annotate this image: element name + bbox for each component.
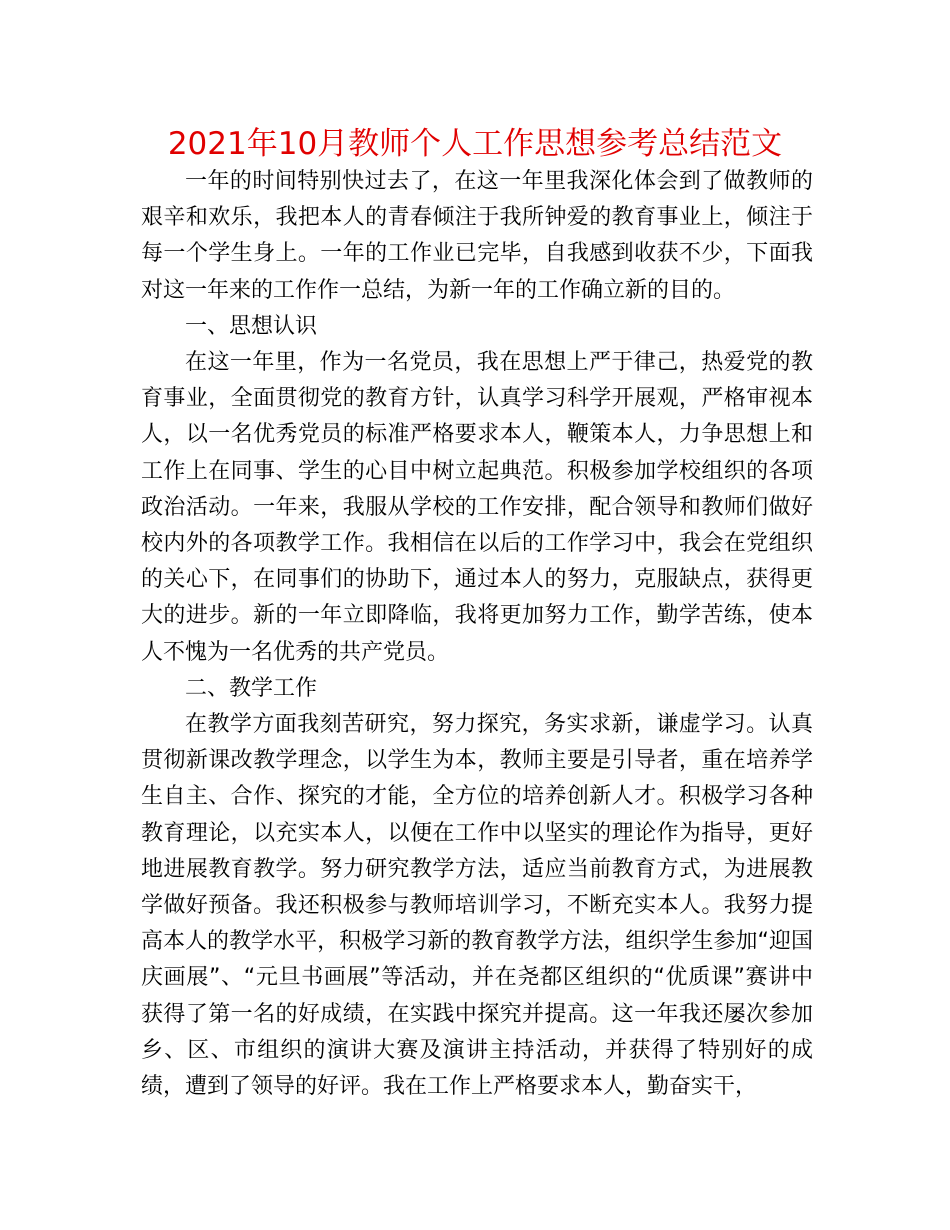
section-paragraph-teaching: 在教学方面我刻苦研究，努力探究，务实求新，谦虚学习。认真贯彻新课改教学理念，以学生为本，教师主要是引导者，重在培养学生自主、合作、探究的才能，全方位的培养创新人才。积极学习各种教育理论，以充实本人，以便在工作中以坚实的理论作为指导，更好地进展教育教学。努力研究教学方法，适应当前教育方式，为进展教学做好预备。我还积极参与教师培训学习，不断充实本人。我努力提高本人的教学水平，积极学习新的教育教学方法，组织学生参加“迎国庆画展”、“元旦书画展”等活动，并在尧都区组织的“优质课”赛讲中获得了第一名的好成绩，在实践中探究并提高。这一年我还屡次参加乡、区、市组织的演讲大赛及演讲主持活动，并获得了特别好的成绩，遭到了领导的好评。我在工作上严格要求本人，勤奋实干， xyxy=(141,712,813,1100)
document-title: 2021年10月教师个人工作思想参考总结范文 xyxy=(167,126,783,162)
section-heading-thought: 一、思想认识 xyxy=(185,313,318,339)
intro-paragraph: 一年的时间特别快过去了，在这一年里我深化体会到了做教师的艰辛和欢乐，我把本人的青春倾注于我所钟爱的教育事业上，倾注于每一个学生身上。一年的工作业已完毕，自我感到收获不少，下面我对这一年来的工作作一总结，为新一年的工作确立新的目的。 xyxy=(141,169,813,303)
section-heading-teaching: 二、教学工作 xyxy=(185,675,318,701)
document-body xyxy=(141,164,813,1105)
section-paragraph-thought: 在这一年里，作为一名党员，我在思想上严于律己，热爱党的教育事业，全面贯彻党的教育方针，认真学习科学开展观，严格审视本人，以一名优秀党员的标准严格要求本人，鞭策本人，力争思想上和工作上在同事、学生的心目中树立起典范。积极参加学校组织的各项政治活动。一年来，我服从学校的工作安排，配合领导和教师们做好校内外的各项教学工作。我相信在以后的工作学习中，我会在党组织的关心下，在同事们的协助下，通过本人的努力，克服缺点，获得更大的进步。新的一年立即降临，我将更加努力工作，勤学苦练，使本人不愧为一名优秀的共产党员。 xyxy=(141,350,813,665)
